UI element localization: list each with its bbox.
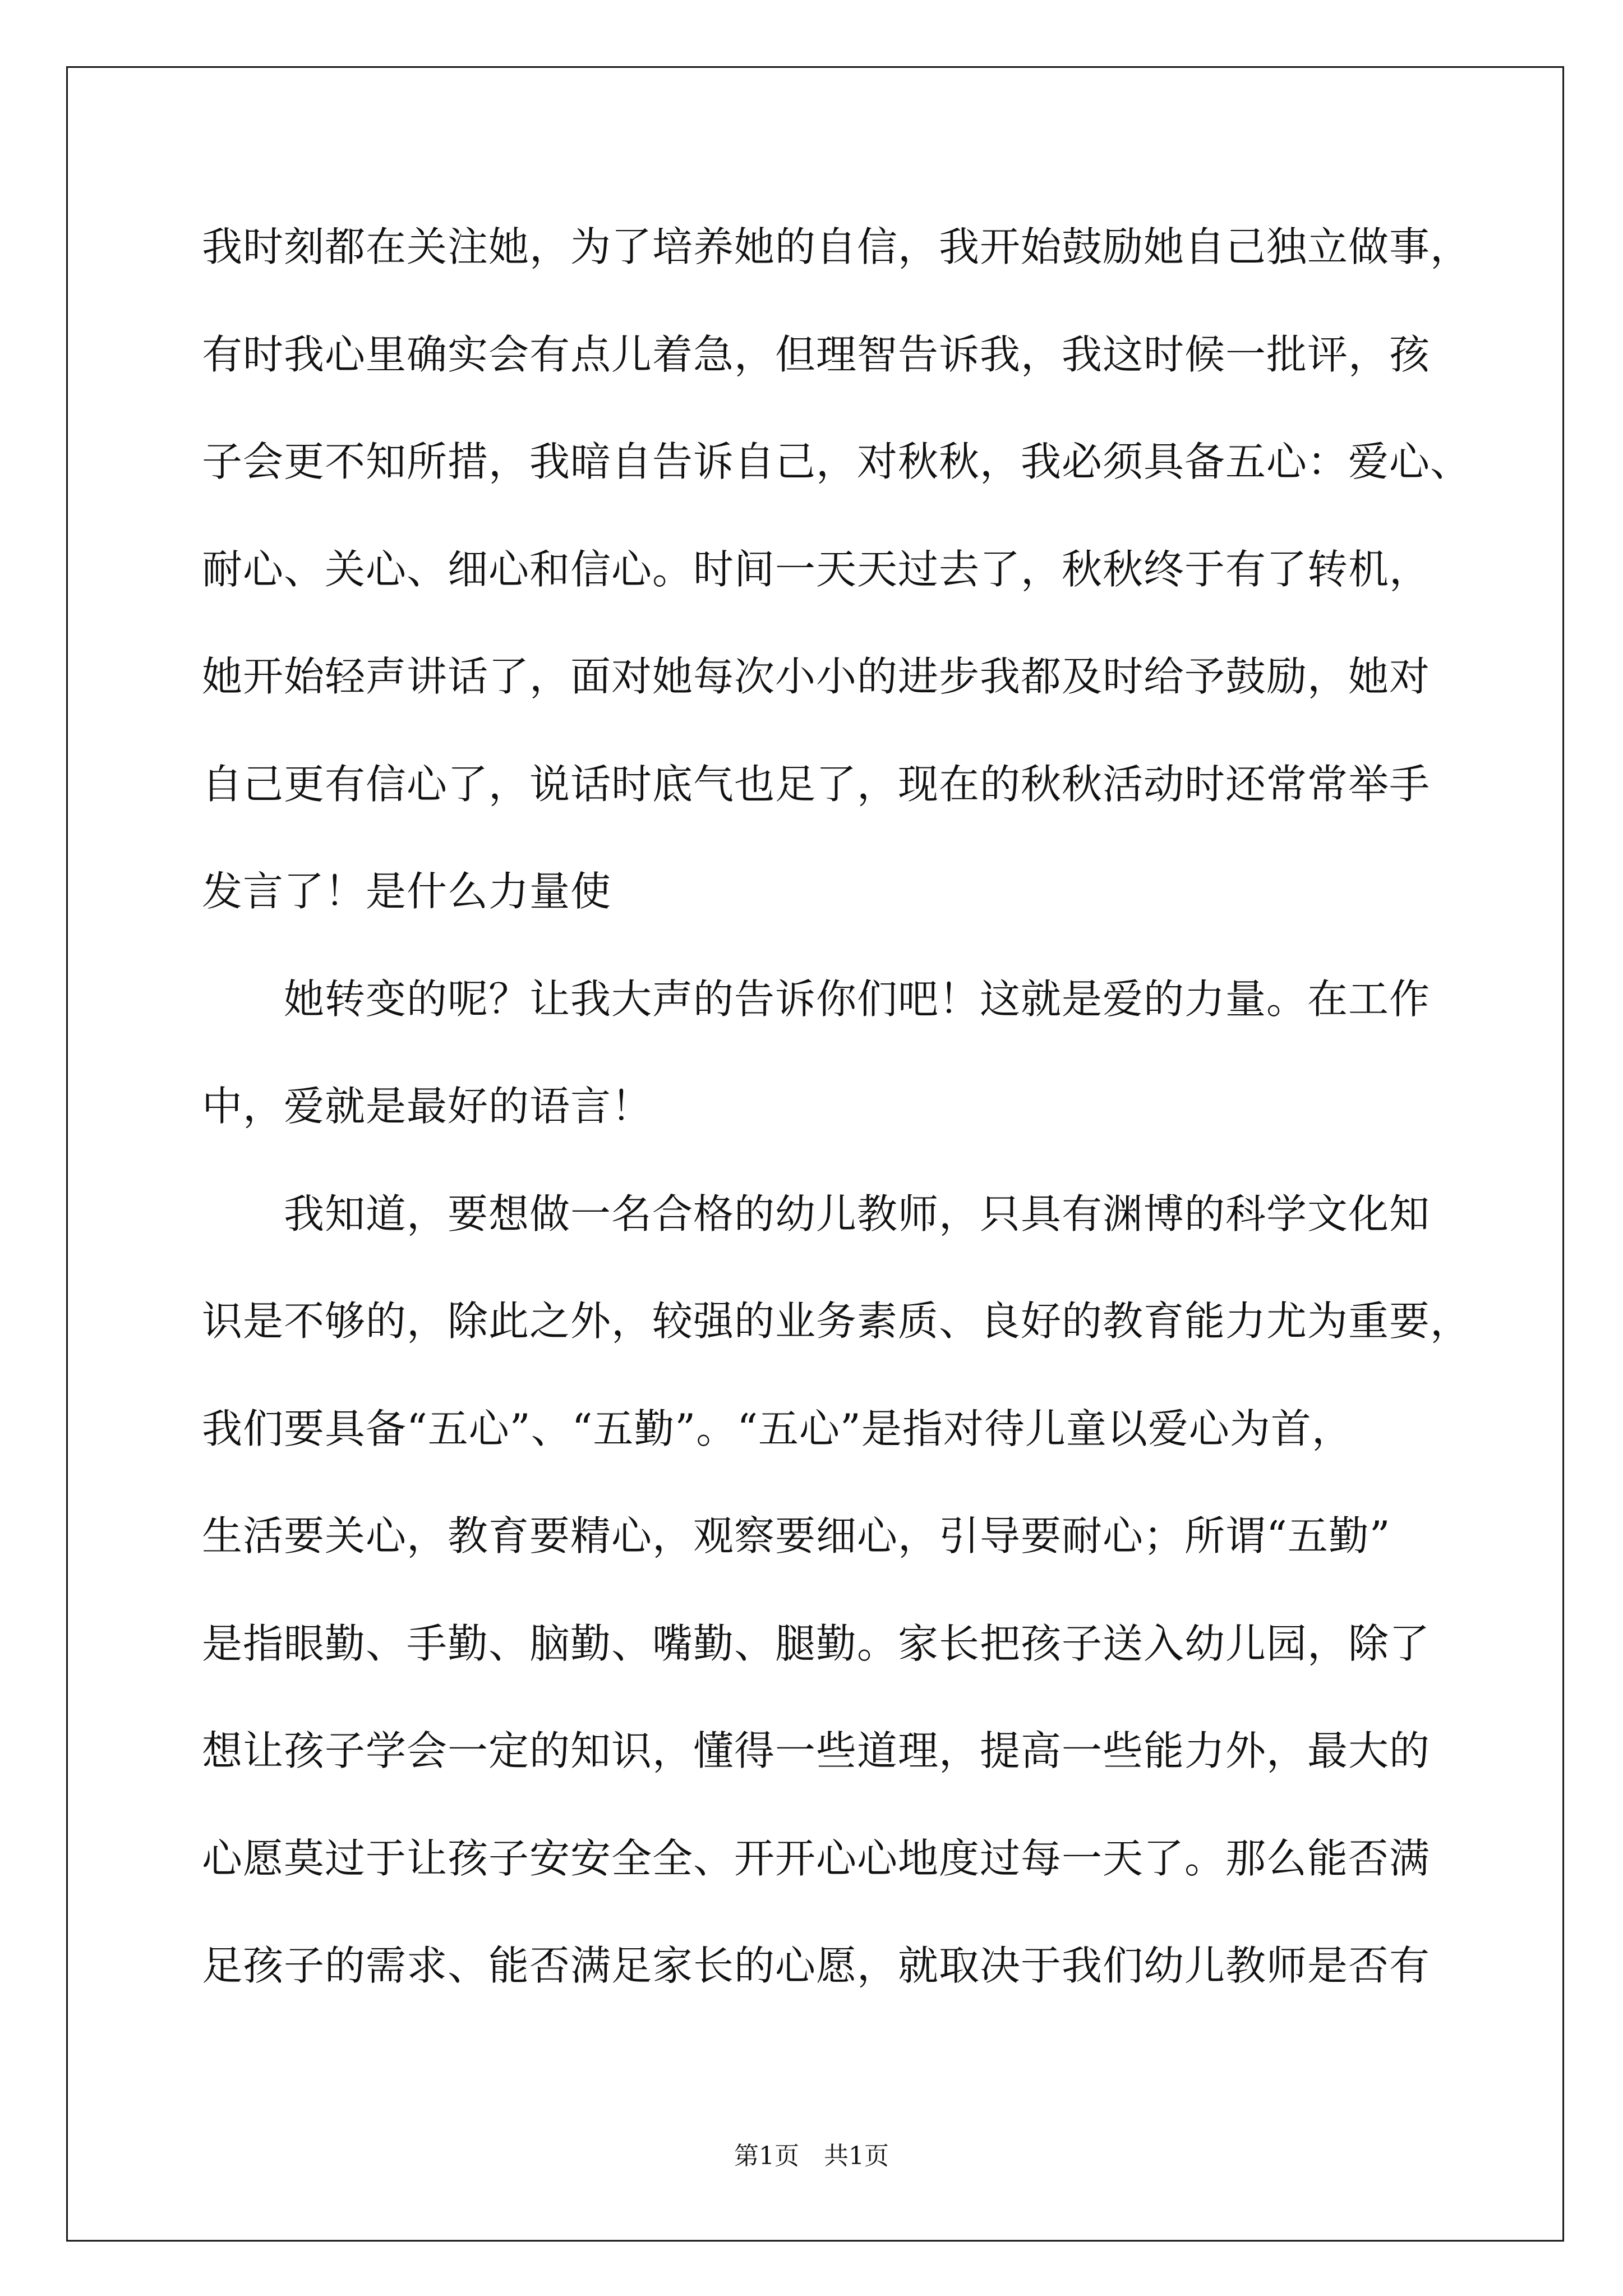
current-page-label: 第1页 xyxy=(734,2142,799,2170)
paragraph-2 xyxy=(202,946,1548,1161)
paragraph-1 xyxy=(202,194,1548,946)
text-line: 子会更不知所措，我暗自告诉自己，对秋秋，我必须具备五心：爱心、 xyxy=(202,438,1472,485)
text-line: 是指眼勤、手勤、脑勤、嘴勤、腿勤。家长把孩子送入幼儿园，除了 xyxy=(202,1619,1431,1667)
text-line: 我时刻都在关注她，为了培养她的自信，我开始鼓励她自己独立做事， xyxy=(202,223,1472,270)
text-line: 自己更有信心了，说话时底气也足了，现在的秋秋活动时还常常举手 xyxy=(202,760,1431,808)
text-line: 生活要关心，教育要精心，观察要细心，引导要耐心；所谓“五勤” xyxy=(202,1512,1391,1559)
text-line: 心愿莫过于让孩子安安全全、开开心心地度过每一天了。那么能否满 xyxy=(202,1834,1431,1882)
text-line: 足孩子的需求、能否满足家长的心愿，就取决于我们幼儿教师是否有 xyxy=(202,1942,1431,1989)
text-line: 她转变的呢？让我大声的告诉你们吧！这就是爱的力量。在工作 xyxy=(284,975,1431,1023)
text-line: 耐心、关心、细心和信心。时间一天天过去了，秋秋终于有了转机， xyxy=(202,545,1431,593)
text-line: 中，爱就是最好的语言！ xyxy=(202,1083,653,1130)
text-line: 我们要具备“五心”、“五勤”。“五心”是指对待儿童以爱心为首， xyxy=(202,1405,1353,1452)
text-line: 识是不够的，除此之外，较强的业务素质、良好的教育能力尤为重要， xyxy=(202,1297,1472,1345)
text-line: 有时我心里确实会有点儿着急，但理智告诉我，我这时候一批评，孩 xyxy=(202,330,1431,378)
text-line: 想让孩子学会一定的知识，懂得一些道理，提高一些能力外，最大的 xyxy=(202,1727,1431,1774)
page-footer xyxy=(0,2142,1623,2171)
text-line: 我知道，要想做一名合格的幼儿教师，只具有渊博的科学文化知 xyxy=(284,1190,1431,1237)
total-pages-label: 共1页 xyxy=(824,2142,889,2170)
text-line: 她开始轻声讲话了，面对她每次小小的进步我都及时给予鼓励，她对 xyxy=(202,653,1431,700)
body-text xyxy=(202,194,1548,2020)
text-line: 发言了！是什么力量使 xyxy=(202,868,612,915)
paragraph-3 xyxy=(202,1161,1548,2020)
